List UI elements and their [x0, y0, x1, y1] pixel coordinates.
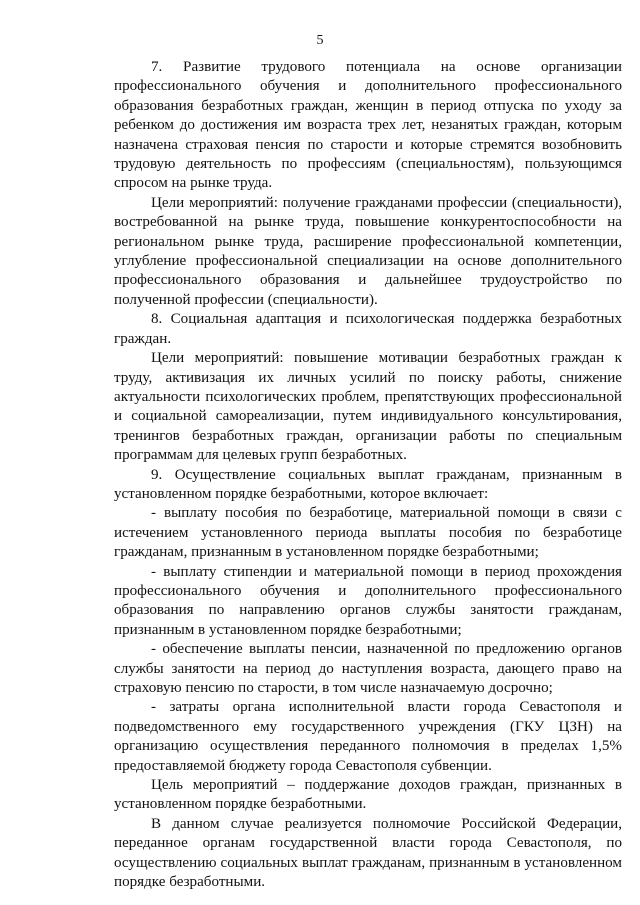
list-item-stipend: - выплату стипендии и материальной помощи в период прохождения профессионального обучения и дополнительного профессионального образования по направлению органов службы занятости гражданам, признанным в установленном порядке безработными; — [114, 563, 622, 638]
paragraph-item-7-goals: Цели мероприятий: получение гражданами профессии (специальности), востребованной на рынке труда, повышение конкурентоспособности на региональном рынке труда, расширение профессиональной компетенции, углубление профессиональной специализации на основе дополнительного профессионального образования и дальнейшее трудоустройство по полученной профессии (специальности). — [114, 194, 622, 308]
list-item-pension: - обеспечение выплаты пенсии, назначенной по предложению органов службы занятости на период до наступления возраста, дающего право на страховую пенсию по старости, в том числе назначаемую досрочно; — [114, 641, 622, 696]
list-item-expenses: - затраты органа исполнительной власти города Севастополя и подведомственного ему государственного учреждения (ГКУ ЦЗН) на организацию осуществления переданного полномочия в пределах 1,5% предоставляемой бюджету города Севастополя субвенции. — [114, 699, 622, 774]
paragraph-item-8: 8. Социальная адаптация и психологическая поддержка безработных граждан. — [114, 311, 622, 347]
paragraph-authority: В данном случае реализуется полномочие Российской Федерации, переданное органам государственной власти города Севастополя, по осуществлению социальных выплат гражданам, признанным в установленном порядке безработными. — [114, 815, 622, 891]
paragraph-item-8-goals: Цели мероприятий: повышение мотивации безработных граждан к труду, активизация их личных усилий по поиску работы, снижение актуальности психологических проблем, препятствующих профессиональной и социальной самореализации, путем индивидуального консультирования, тренингов безработных граждан, организации работы по специальным программам для целевых групп безработных. — [114, 350, 622, 464]
list-item-unemployment-benefit: - выплату пособия по безработице, материальной помощи в связи с истечением установленного периода выплаты пособия по безработице гражданам, признанным в установленном порядке безработными; — [114, 505, 622, 561]
paragraph-item-9: 9. Осуществление социальных выплат гражданам, признанным в установленном порядке безработными, которое включает: — [114, 466, 622, 502]
paragraph-item-7: 7. Развитие трудового потенциала на основе организации профессионального обучения и дополнительного профессионального образования безработных граждан, женщин в период отпуска по уходу за ребенком до достижения им возраста трех лет, незанятых граждан, которым назначена страховая пенсия по старости и которые стремятся возобновить трудовую деятельность по профессиям (специальностям), пользующимся спросом на рынке труда. — [114, 59, 622, 192]
paragraph-item-9-goal: Цель мероприятий – поддержание доходов граждан, признанных в установленном порядке безработными. — [114, 777, 622, 813]
document-body — [114, 58, 622, 892]
page-number: 5 — [316, 33, 324, 48]
